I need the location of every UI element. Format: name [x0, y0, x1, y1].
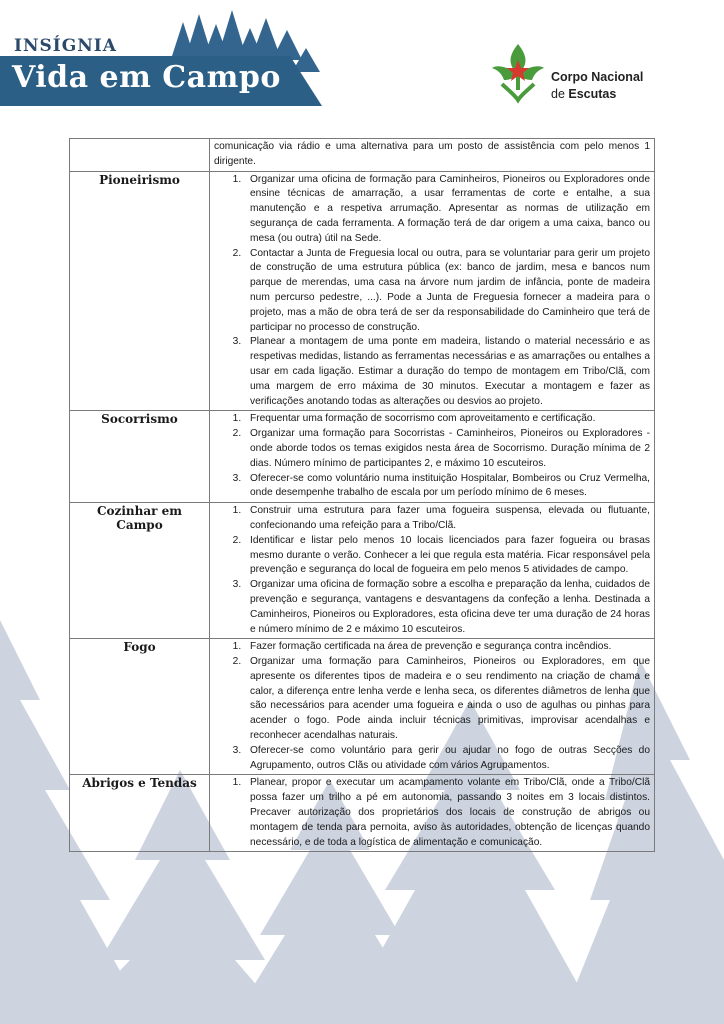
activity-item: 1. Construir uma estrutura para fazer uma fogueira suspensa, elevada ou flutuante, confecionando uma refeição para a Tribo/Clã. [244, 504, 650, 534]
category-cell-empty [70, 139, 210, 172]
activities-list [214, 504, 650, 637]
org-name-line1: Corpo Nacional [551, 70, 644, 84]
activities-cell [210, 411, 655, 503]
activities-cell [210, 639, 655, 775]
page-header [0, 0, 724, 120]
category-name: Cozinhar em Campo [70, 503, 210, 639]
cne-logo [488, 40, 548, 104]
activities-list [214, 640, 650, 773]
badge-title: Vida em Campo [12, 60, 281, 95]
category-name: Abrigos e Tendas [70, 775, 210, 852]
activities-cell [210, 775, 655, 852]
activity-item: 2. Organizar uma formação para Caminheiros, Pioneiros ou Exploradores, em que apresente os diferentes tipos de madeira e o seu rendimento na criação de chama e calor, a diferença entre lenha verde e lenha seca, os diferentes diâmetros de lenha que são necessários para acender uma fogueira e ainda o uso de agulhas ou pinhas para acender o fogo. Pode ainda incluir técnicas primitivas, improvisar acendalhas e reconhecer acendalhas naturais. [244, 655, 650, 744]
activity-item: 3. Organizar uma oficina de formação sobre a escolha e preparação da lenha, cuidados de prevenção e segurança, vantagens e desvantagens da confeção a lenha. Destinada a Caminheiros, Pioneiros ou Exploradores, esta oficina deve ter uma duração de 24 horas e número mínimo de 2 e máximo 10 escuteiros. [244, 578, 650, 637]
category-name: Pioneirismo [70, 171, 210, 411]
table-row [70, 171, 655, 411]
activities-list [214, 173, 650, 410]
activity-item: 1. Organizar uma oficina de formação para Caminheiros, Pioneiros ou Exploradores onde ensine técnicas de amarração, a usar ferramentas de corte e entalhe, a sua manutenção e a respetiva arrumação. Apresentar as normas de utilização em segurança de cada ferramenta. A formação terá de dar origem a uma caixa, banco ou mesa (ou outra) útil na Sede. [244, 173, 650, 247]
category-name: Socorrismo [70, 411, 210, 503]
activity-item: 3. Oferecer-se como voluntário numa instituição Hospitalar, Bombeiros ou Cruz Vermelha, onde desempenhe trabalho de escala por um período mínimo de 6 meses. [244, 472, 650, 502]
activities-cell [210, 503, 655, 639]
insignia-label: INSÍGNIA [14, 36, 117, 56]
table-row [70, 411, 655, 503]
activity-item: 2. Identificar e listar pelo menos 10 locais licenciados para fazer fogueira ou brasas mesmo durante o verão. Conhecer a lei que regula esta matéria. Ficar responsável pela prevenção e segurança do local de fogueira em pelo menos 5 atividades de campo. [244, 534, 650, 578]
activities-list [214, 412, 650, 501]
activities-cell [210, 171, 655, 411]
activities-list [214, 776, 650, 850]
activity-item: 1. Planear, propor e executar um acampamento volante em Tribo/Clã, onde a Tribo/Clã possa fazer um trilho a pé em autonomia, passando 3 noites em 3 locais distintos. Precaver autorização dos proprietários dos locais de construção de abrigos ou montagem de tenda para pernoita, aviso às autoridades, obtenção de licenças quando necessário, e de toda a logística de alimentação e comunicação. [244, 776, 650, 850]
table-row [70, 775, 655, 852]
activity-item: 2. Contactar a Junta de Freguesia local ou outra, para se voluntariar para gerir um projeto de construção de uma estrutura pública (ex: banco de jardim, mesa e bancos num parque de merendas, uma casa na árvore num jardim de infância, ponte de madeira num percurso pedestre, ...). Pode a Junta de Freguesia fornecer a madeira para o projeto, mas a mão de obra terá de ser da responsabilidade do Caminheiro que terá de participar no processo de construção. [244, 247, 650, 336]
category-name: Fogo [70, 639, 210, 775]
continuation-text: comunicação via rádio e uma alternativa para um posto de assistência com pelo menos 1 dirigente. [210, 139, 655, 172]
header-banner [0, 0, 330, 112]
activity-item: 1. Fazer formação certificada na área de prevenção e segurança contra incêndios. [244, 640, 650, 655]
activity-item: 2. Organizar uma formação para Socorristas - Caminheiros, Pioneiros ou Exploradores - onde aborde todos os temas exigidos nesta área de Socorrismo. Duração mínima de 2 dias. Número mínimo de participantes 2, e máximo 10 escuteiros. [244, 427, 650, 471]
activity-item: 3. Oferecer-se como voluntário para gerir ou ajudar no fogo de outras Secções do Agrupamento, outros Clãs ou atividade com vários Agrupamentos. [244, 744, 650, 774]
table-row-continuation [70, 139, 655, 172]
activity-item: 3. Planear a montagem de uma ponte em madeira, listando o material necessário e as respetivas medidas, listando as ferramentas necessárias e as amarrações ou entalhes a usar em cada ligação. Estimar a duração do tempo de montagem em Tribo/Clã, com uma margem de erro máxima de 30 minutos. Executar a montagem e fazer as verificações anotando todas as alterações ou desvios ao projeto. [244, 335, 650, 409]
table-row [70, 503, 655, 639]
activities-table [69, 138, 655, 852]
activity-item: 1. Frequentar uma formação de socorrismo com aproveitamento e certificação. [244, 412, 650, 427]
table-row [70, 639, 655, 775]
org-name-line2: de Escutas [551, 87, 617, 101]
